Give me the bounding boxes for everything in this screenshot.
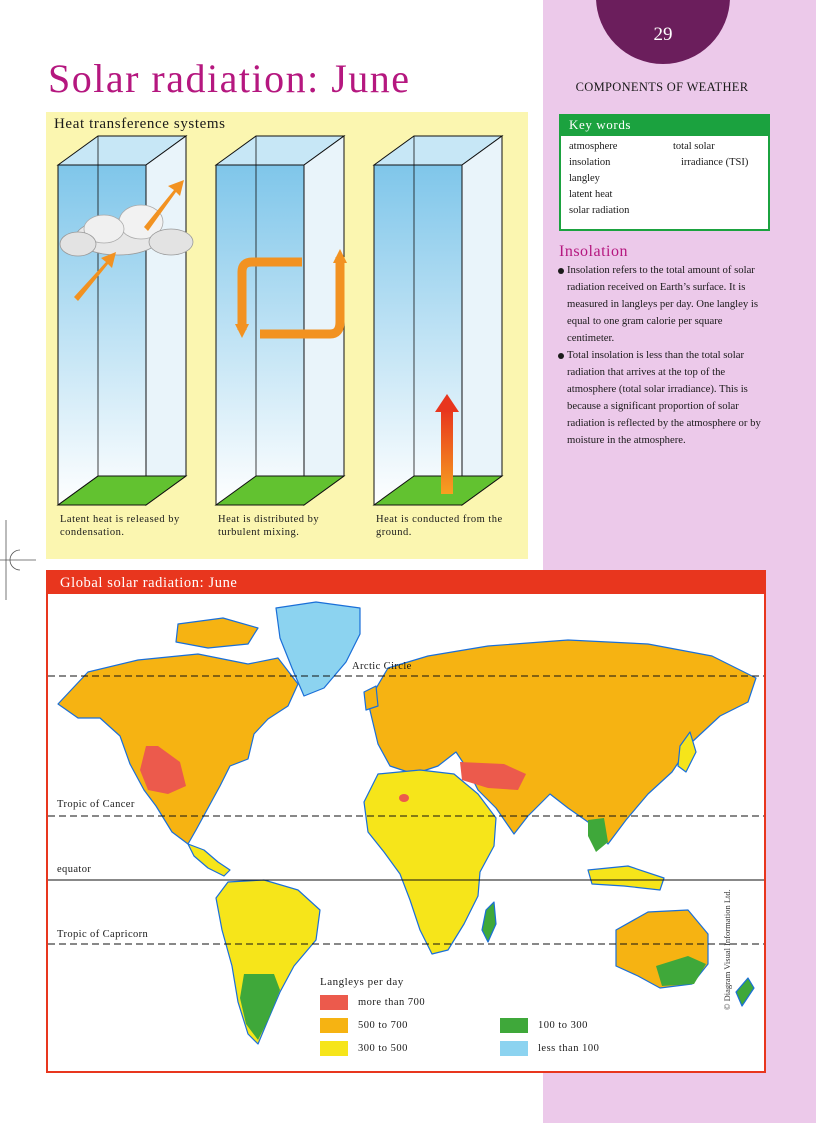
copyright: © Diagram Visual Information Ltd. (722, 889, 732, 1010)
keyword: solar radiation (569, 205, 630, 216)
insolation-bullet (558, 347, 766, 449)
legend-swatch-less-than-100 (500, 1041, 528, 1056)
latent-heat-box (58, 136, 193, 505)
keyword: irradiance (TSI) (681, 157, 749, 168)
section-label: COMPONENTS OF WEATHER (575, 80, 749, 94)
bullet-dot-icon (558, 268, 564, 274)
map-heading: Global solar radiation: June (48, 572, 764, 594)
key-words-heading: Key words (561, 116, 768, 136)
keyword: insolation (569, 157, 611, 168)
bullet-dot-icon (558, 353, 564, 359)
caption-conduction: Heat is conducted from the ground. (376, 514, 503, 538)
arctic-islands (176, 618, 258, 648)
legend-swatch-more-than-700 (320, 995, 348, 1010)
legend-label: 300 to 500 (358, 1043, 408, 1054)
insolation-bullet (558, 262, 766, 347)
madagascar (482, 902, 496, 942)
heat-diagrams (46, 112, 528, 512)
crop-mark-icon (0, 520, 40, 600)
legend-swatch-300-to-500 (320, 1041, 348, 1056)
legend-label: more than 700 (358, 997, 426, 1008)
new-zealand (736, 978, 754, 1006)
tropic-of-capricorn-label: Tropic of Capricorn (57, 929, 149, 940)
central-america (188, 844, 230, 876)
bullet-text: Total insolation is less than the total solar radiation that arrives at the top of the atmosphere (total solar irradiance). This is because a significant proportion of solar radiation is reflected by the atmosphere or by moisture in the atmosphere. (567, 349, 761, 446)
hotspot-sahara (399, 794, 409, 802)
bullet-text: Insolation refers to the total amount of solar radiation received on Earth’s surface. It is measured in langleys per day. One langley is equal to one gram calorie per square centimeter. (567, 264, 759, 344)
caption-turbulent-mixing: Heat is distributed by turbulent mixing. (218, 514, 320, 538)
keyword: langley (569, 173, 600, 184)
southeast-asia-islands (588, 866, 664, 890)
conduction-box (374, 136, 502, 505)
africa (364, 770, 496, 954)
legend-label: 500 to 700 (358, 1020, 408, 1031)
page-number: 29 (653, 24, 673, 45)
keyword: atmosphere (569, 141, 618, 152)
tropic-of-cancer-label: Tropic of Cancer (57, 799, 135, 810)
legend-label: 100 to 300 (538, 1020, 588, 1031)
legend-title: Langleys per day (320, 976, 404, 988)
heat-transference-panel (46, 112, 528, 559)
legend-swatch-100-to-300 (500, 1018, 528, 1033)
caption-latent-heat: Latent heat is released by condensation. (60, 514, 180, 538)
legend-swatch-500-to-700 (320, 1018, 348, 1033)
british-isles (364, 686, 378, 710)
keyword: latent heat (569, 189, 613, 200)
heat-panel-heading: Heat transference systems (54, 116, 226, 132)
turbulent-mixing-box (216, 136, 347, 505)
key-words-box (559, 114, 770, 231)
legend-label: less than 100 (538, 1043, 600, 1054)
keyword: total solar (673, 141, 715, 152)
equator-label: equator (57, 864, 92, 875)
page-title: Solar radiation: June (48, 56, 411, 101)
insolation-heading: Insolation (559, 243, 628, 260)
arctic-circle-label: Arctic Circle (352, 661, 412, 672)
